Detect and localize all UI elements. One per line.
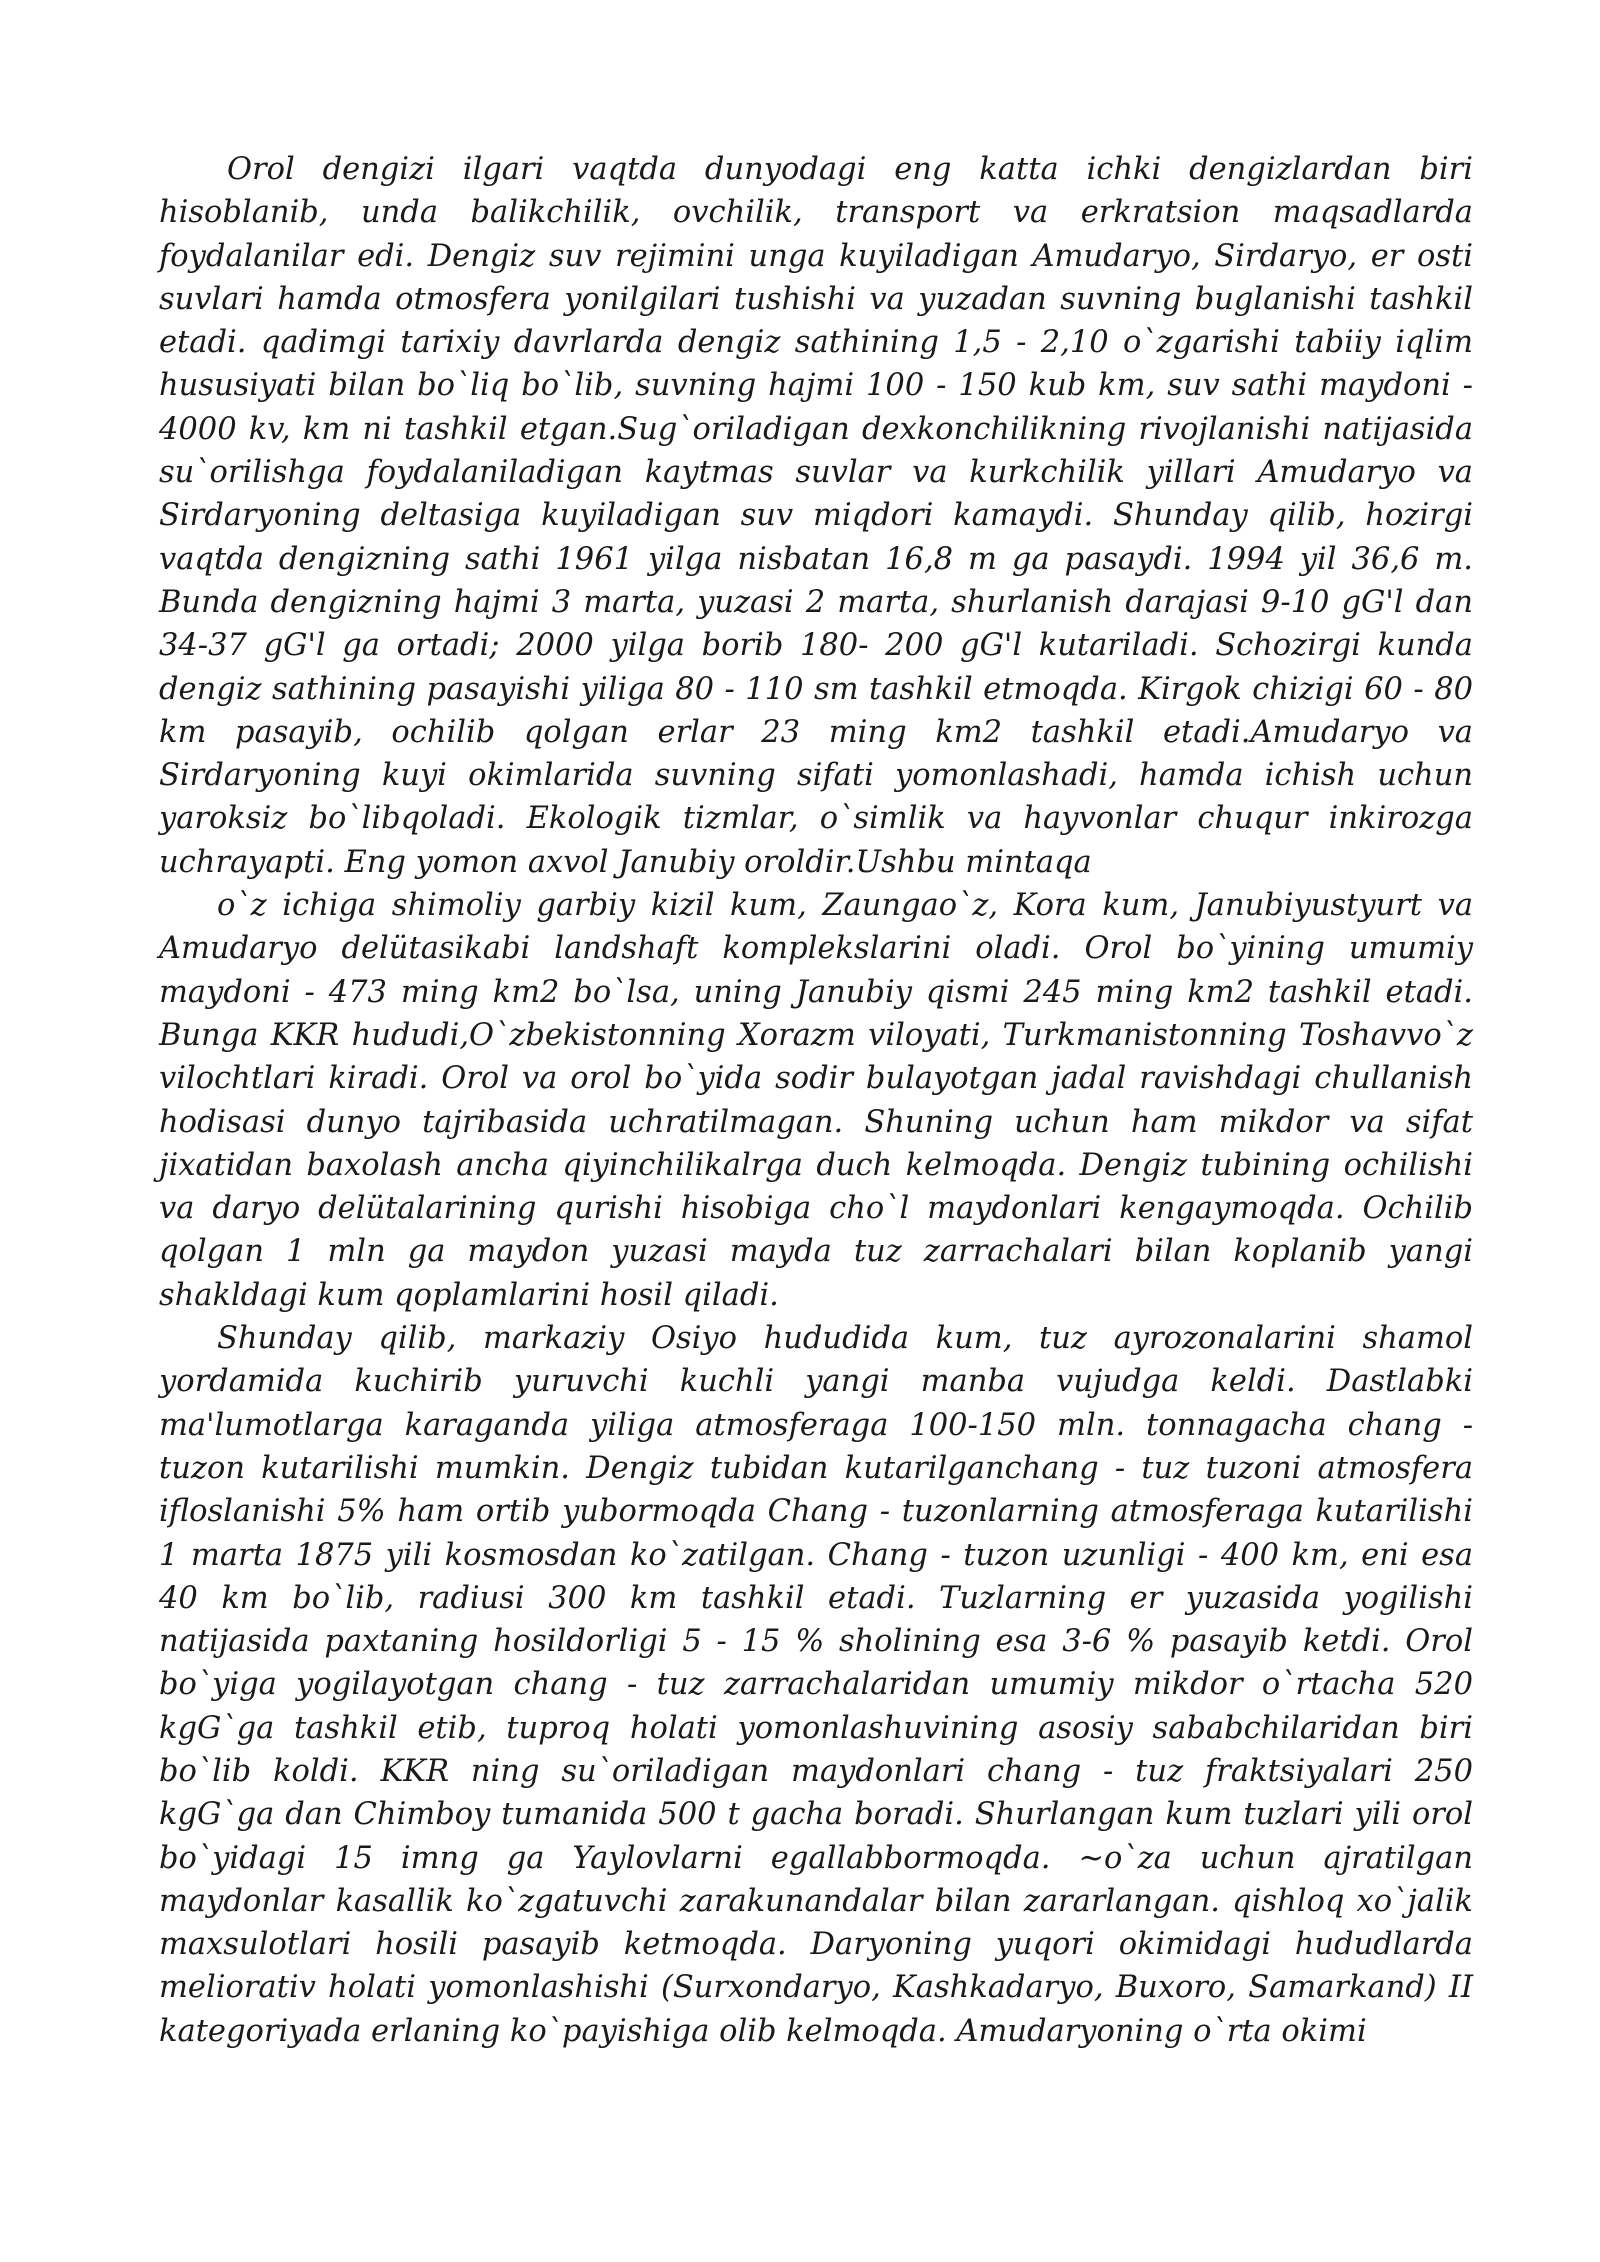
- document-page: [159, 148, 1473, 2053]
- paragraph-aral-sea-overview: Orol dengizi ilgari vaqtda dunyodagi eng katta ichki dengizlardan biri hisoblanib, unda balikchilik, ovchilik, transport va erkratsion maqsadlarda foydalanilar edi. Dengiz suv rejimini unga kuyiladigan Amudaryo, Sirdaryo, er osti suvlari hamda otmosfera yonilgilari tushishi va yuzadan suvning buglanishi tashkil etadi. qadimgi tarixiy davrlarda dengiz sathining 1,5 - 2,10 o`zgarishi tabiiy iqlim hususiyati bilan bo`liq bo`lib, suvning hajmi 100 - 150 kub km, suv sathi maydoni - 4000 kv, km ni tashkil etgan.Sug`oriladigan dexkonchilikning rivojlanishi natijasida su`orilishga foydalaniladigan kaytmas suvlar va kurkchilik yillari Amudaryo va Sirdaryoning deltasiga kuyiladigan suv miqdori kamaydi. Shunday qilib, hozirgi vaqtda dengizning sathi 1961 yilga nisbatan 16,8 m ga pasaydi. 1994 yil 36,6 m. Bunda dengizning hajmi 3 marta, yuzasi 2 marta, shurlanish darajasi 9-10 gG'l dan 34-37 gG'l ga ortadi; 2000 yilga borib 180- 200 gG'l kutariladi. Schozirgi kunda dengiz sathining pasayishi yiliga 80 - 110 sm tashkil etmoqda. Kirgok chizigi 60 - 80 km pasayib, ochilib qolgan erlar 23 ming km2 tashkil etadi.Amudaryo va Sirdaryoning kuyi okimlarida suvning sifati yomonlashadi, hamda ichish uchun yaroksiz bo`libqoladi. Ekologik tizmlar, o`simlik va hayvonlar chuqur inkirozga uchrayapti. Eng yomon axvol Janubiy oroldir.Ushbu mintaqa: [159, 152, 1473, 880]
- paragraph-aral-region-territory: o`z ichiga shimoliy garbiy kizil kum, Zaungao`z, Kora kum, Janubiyustyurt va Amudaryo delütasikabi landshaft komplekslarini oladi. Orol bo`yining umumiy maydoni - 473 ming km2 bo`lsa, uning Janubiy qismi 245 ming km2 tashkil etadi. Bunga KKR hududi,O`zbekistonning Xorazm viloyati, Turkmanistonning Toshavvo`z vilochtlari kiradi. Orol va orol bo`yida sodir bulayotgan jadal ravishdagi chullanish hodisasi dunyo tajribasida uchratilmagan. Shuning uchun ham mikdor va sifat jixatidan baxolash ancha qiyinchilikalrga duch kelmoqda. Dengiz tubining ochilishi va daryo delütalarining qurishi hisobiga cho`l maydonlari kengaymoqda. Ochilib qolgan 1 mln ga maydon yuzasi mayda tuz zarrachalari bilan koplanib yangi shakldagi kum qoplamlarini hosil qiladi.: [159, 888, 1473, 1313]
- paragraph-salt-dust-impact: Shunday qilib, markaziy Osiyo hududida kum, tuz ayrozonalarini shamol yordamida kuchirib yuruvchi kuchli yangi manba vujudga keldi. Dastlabki ma'lumotlarga karaganda yiliga atmosferaga 100-150 mln. tonnagacha chang - tuzon kutarilishi mumkin. Dengiz tubidan kutarilganchang - tuz tuzoni atmosfera ifloslanishi 5% ham ortib yubormoqda Chang - tuzonlarning atmosferaga kutarilishi 1 marta 1875 yili kosmosdan ko`zatilgan. Chang - tuzon uzunligi - 400 km, eni esa 40 km bo`lib, radiusi 300 km tashkil etadi. Tuzlarning er yuzasida yogilishi natijasida paxtaning hosildorligi 5 - 15 % sholining esa 3-6 % pasayib ketdi. Orol bo`yiga yogilayotgan chang - tuz zarrachalaridan umumiy mikdor o`rtacha 520 kgG`ga tashkil etib, tuproq holati yomonlashuvining asosiy sababchilaridan biri bo`lib koldi. KKR ning su`oriladigan maydonlari chang - tuz fraktsiyalari 250 kgG`ga dan Chimboy tumanida 500 t gacha boradi. Shurlangan kum tuzlari yili orol bo`yidagi 15 imng ga Yaylovlarni egallabbormoqda. ~o`za uchun ajratilgan maydonlar kasallik ko`zgatuvchi zarakunandalar bilan zararlangan. qishloq xo`jalik maxsulotlari hosili pasayib ketmoqda. Daryoning yuqori okimidagi hududlarda meliorativ holati yomonlashishi (Surxondaryo, Kashkadaryo, Buxoro, Samarkand) II kategoriyada erlaning ko`payishiga olib kelmoqda. Amudaryoning o`rta okimi: [159, 1321, 1473, 2049]
